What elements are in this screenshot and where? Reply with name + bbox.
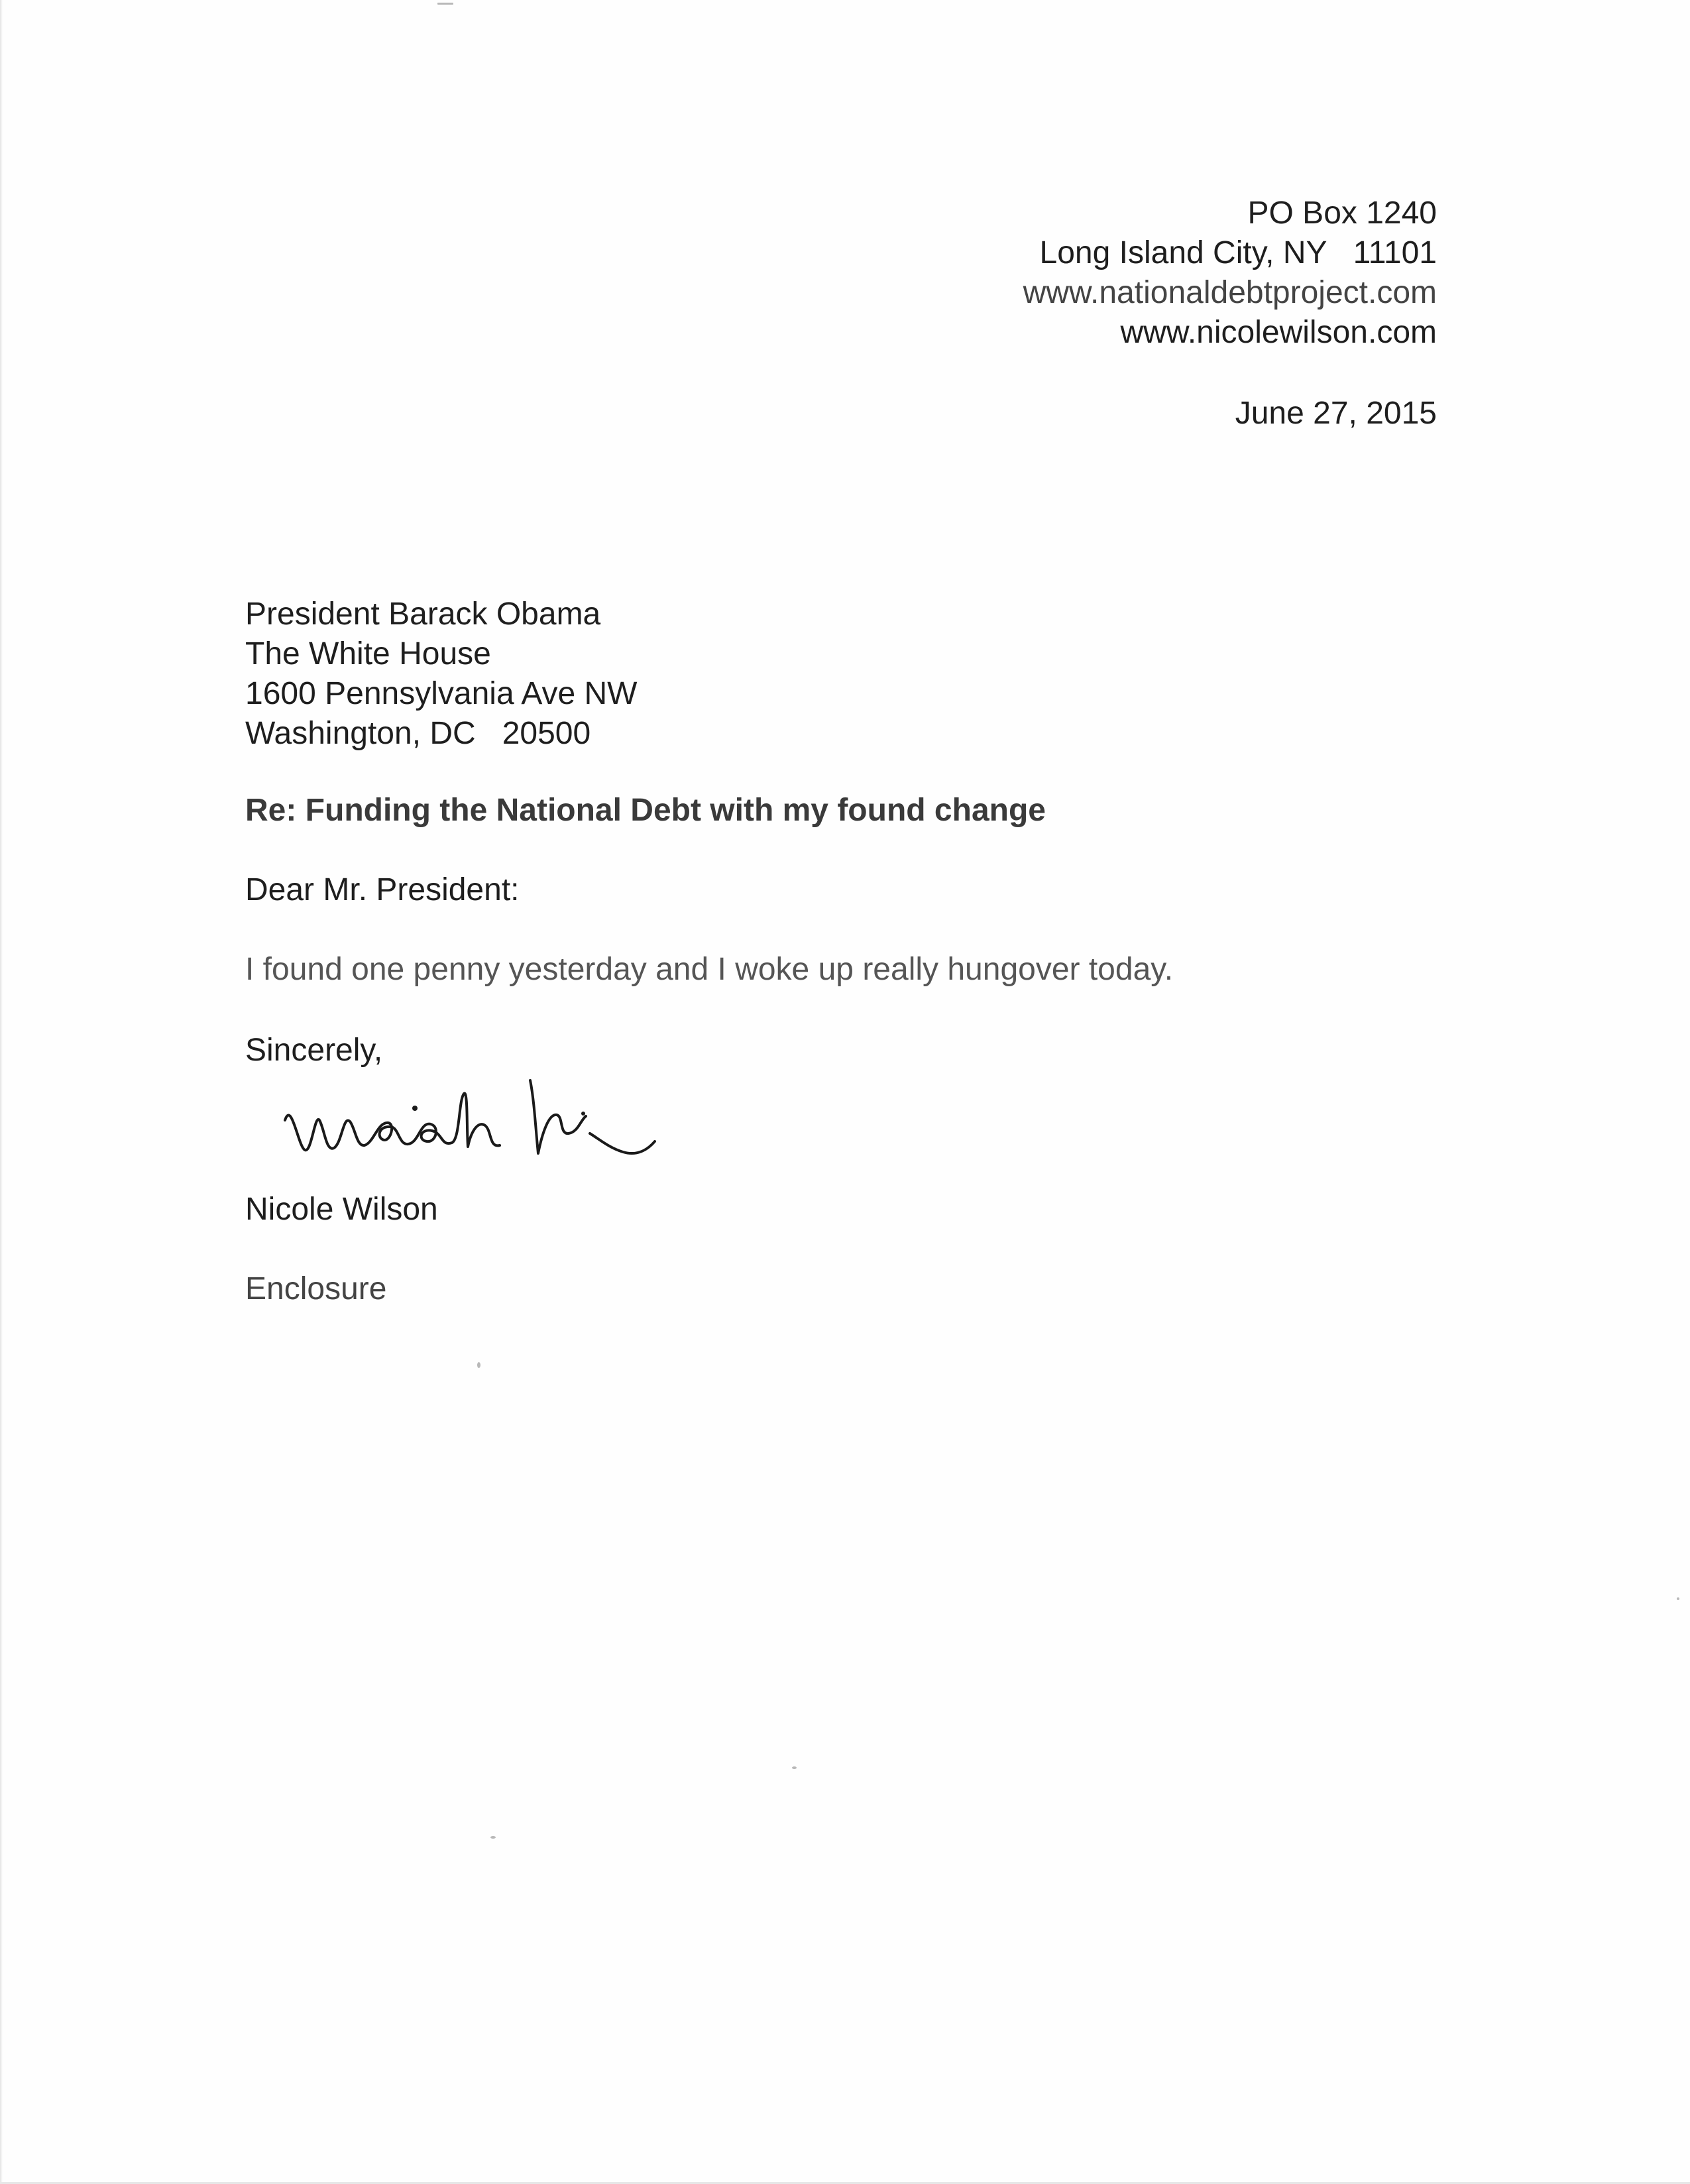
letter-date: June 27, 2015 bbox=[1235, 396, 1437, 431]
enclosure-note: Enclosure bbox=[245, 1271, 387, 1306]
letter-body: I found one penny yesterday and I woke up really hungover today. bbox=[245, 952, 1174, 987]
scan-speck bbox=[490, 1836, 496, 1839]
recipient-address bbox=[245, 595, 637, 754]
scan-speck bbox=[477, 1362, 480, 1368]
scan-edge-left bbox=[0, 0, 3, 2184]
signer-name: Nicole Wilson bbox=[245, 1192, 438, 1227]
sender-address bbox=[1023, 194, 1437, 353]
recipient-address-line: Washington, DC 20500 bbox=[245, 716, 591, 751]
sender-address-line: PO Box 1240 bbox=[1247, 196, 1437, 231]
sender-website-line: www.nicolewilson.com bbox=[1120, 315, 1437, 350]
scan-speck bbox=[792, 1766, 797, 1769]
recipient-address-line: 1600 Pennsylvania Ave NW bbox=[245, 676, 638, 711]
sender-address-line: Long Island City, NY 11101 bbox=[1039, 235, 1437, 270]
scan-speck bbox=[1677, 1597, 1679, 1600]
sender-website-line: www.nationaldebtproject.com bbox=[1023, 275, 1437, 310]
closing: Sincerely, bbox=[245, 1033, 383, 1068]
recipient-address-line: President Barack Obama bbox=[245, 597, 601, 632]
subject-line: Re: Funding the National Debt with my found change bbox=[245, 793, 1046, 828]
scan-speck bbox=[437, 3, 453, 5]
salutation: Dear Mr. President: bbox=[245, 872, 520, 907]
recipient-address-line: The White House bbox=[245, 636, 491, 671]
handwritten-signature bbox=[278, 1074, 663, 1173]
